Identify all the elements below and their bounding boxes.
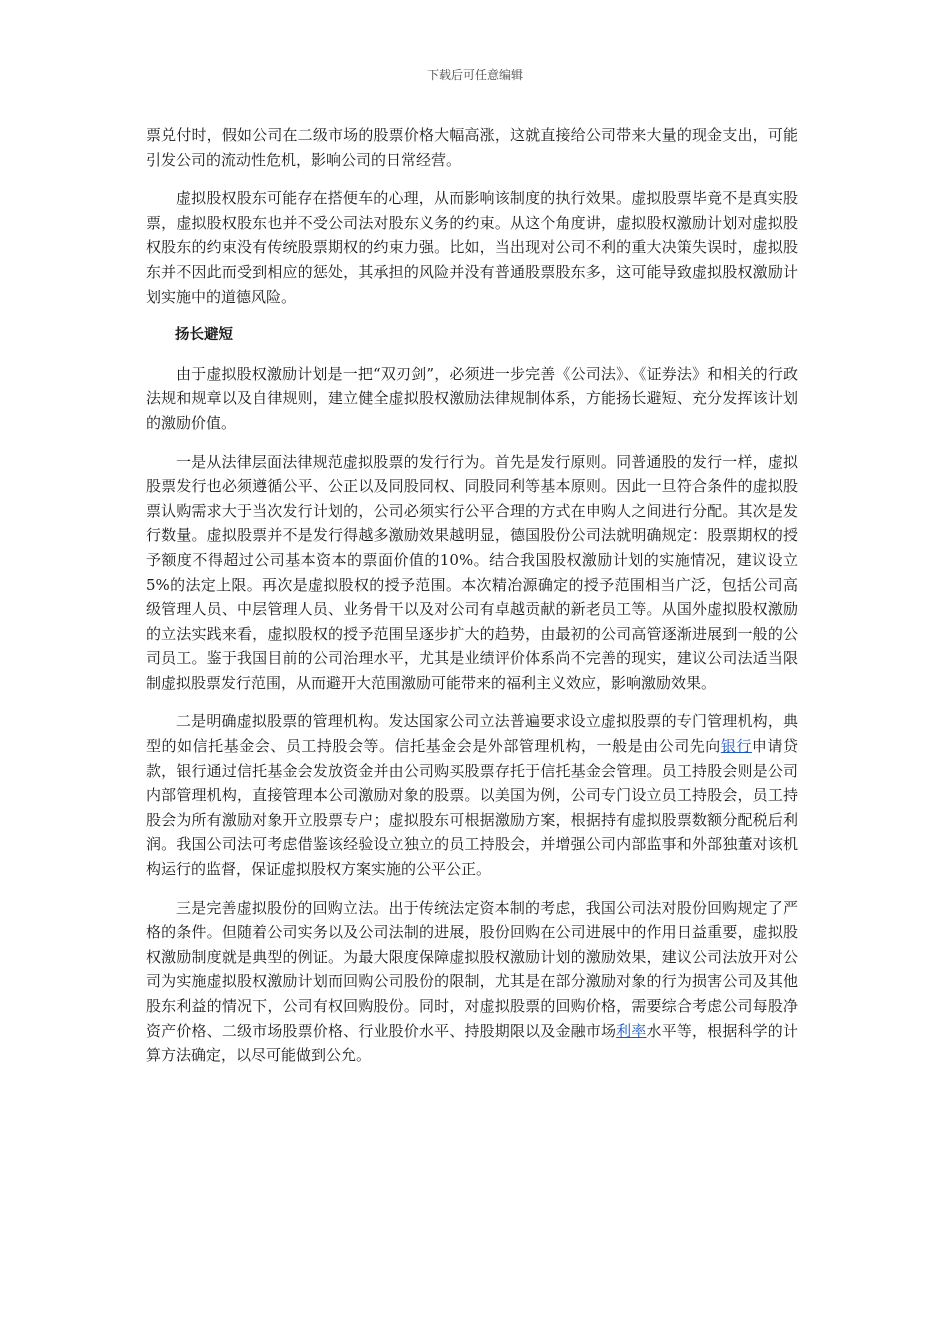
- document-body: [146, 123, 798, 1082]
- paragraph-repurchase: [146, 896, 798, 1068]
- paragraph-text: 申请贷款，银行通过信托基金会发放资金并由公司购买股票存托于信托基金会管理。员工持股会则是公司内部管理机构，直接管理本公司激励对象的股票。以美国为例，公司专门设立员工持股会，员工持股会为所有激励对象开立股票专户；虚拟股东可根据激励方案，根据持有虚拟股票数额分配税后利润。我国公司法可考虑借鉴该经验设立独立的员工持股会，并增强公司内部监事和外部独董对该机构运行的监督，保证虚拟股权方案实施的公平公正。: [146, 737, 798, 879]
- paragraph-free-rider-risk: 虚拟股权股东可能存在搭便车的心理，从而影响该制度的执行效果。虚拟股票毕竟不是真实股票，虚拟股权股东也并不受公司法对股东义务的约束。从这个角度讲，虚拟股权激励计划对虚拟股权股东的约束没有传统股票期权的约束力强。比如，当出现对公司不利的重大决策失误时，虚拟股东并不因此而受到相应的惩处，其承担的风险并没有普通股票股东多，这可能导致虚拟股权激励计划实施中的道德风险。: [146, 189, 798, 306]
- interest-rate-link[interactable]: 利率: [616, 1021, 647, 1040]
- paragraph-intro-regulation: 由于虚拟股权激励计划是一把“双刃剑”，必须进一步完善《公司法》、《证券法》和相关的行政法规和规章以及自律规则，建立健全虚拟股权激励法律规制体系，方能扬长避短、充分发挥该计划的激励价值。: [146, 364, 798, 432]
- page-header: 下载后可任意编辑: [426, 68, 523, 82]
- paragraph-text: 三是完善虚拟股份的回购立法。出于传统法定资本制的考虑，我国公司法对股份回购规定了严格的条件。但随着公司实务以及公司法制的进展，股份回购在公司进展中的作用日益重要，虚拟股权激励制度就是典型的例证。为最大限度保障虚拟股权激励计划的激励效果，建议公司法放开对公司为实施虚拟股权激励计划而回购公司股份的限制，尤其是在部分激励对象的行为损害公司及其他股东利益的情况下，公司有权回购股份。同时，对虚拟股票的回购价格，需要综合考虑公司每股净资产价格、二级市场股票价格、行业股价水平、持股期限以及金融市场: [146, 898, 798, 1040]
- paragraph-text: 水平等，根据科学的计算方法确定，以尽可能做到公允。: [146, 1021, 798, 1065]
- bank-link[interactable]: 银行: [720, 737, 752, 756]
- paragraph-issuance-rules: 一是从法律层面法律规范虚拟股票的发行行为。首先是发行原则。同普通股的发行一样，虚拟股票发行也必须遵循公平、公正以及同股同权、同股同利等基本原则。因此一旦符合条件的虚拟股票认购需求大于当次发行计划的，公司必须实行公平合理的方式在申购人之间进行分配。其次是发行数量。虚拟股票并不是发行得越多激励效果越明显，德国股份公司法就明确规定：股票期权的授予额度不得超过公司基本资本的票面价值的10%。结合我国股权激励计划的实施情况，建议设立5%的法定上限。再次是虚拟股权的授予范围。本次精冶源确定的授予范围相当广泛，包括公司高级管理人员、中层管理人员、业务骨干以及对公司有卓越贡献的新老员工等。从国外虚拟股权激励的立法实践来看，虚拟股权的授予范围呈逐步扩大的趋势，由最初的公司高管逐渐进展到一般的公司员工。鉴于我国目前的公司治理水平，尤其是业绩评价体系尚不完善的现实，建议公司法适当限制虚拟股票发行范围，从而避开大范围激励可能带来的福利主义效应，影响激励效果。: [146, 452, 798, 692]
- paragraph-continuation: 票兑付时，假如公司在二级市场的股票价格大幅高涨，这就直接给公司带来大量的现金支出，可能引发公司的流动性危机，影响公司的日常经营。: [146, 126, 798, 169]
- paragraph-management-body: [146, 709, 798, 881]
- section-heading: 扬长避短: [175, 327, 233, 344]
- paragraph-text: 二是明确虚拟股票的管理机构。发达国家公司立法普遍要求设立虚拟股票的专门管理机构，典型的如信托基金会、员工持股会等。信托基金会是外部管理机构，一般是由公司先向: [146, 712, 798, 756]
